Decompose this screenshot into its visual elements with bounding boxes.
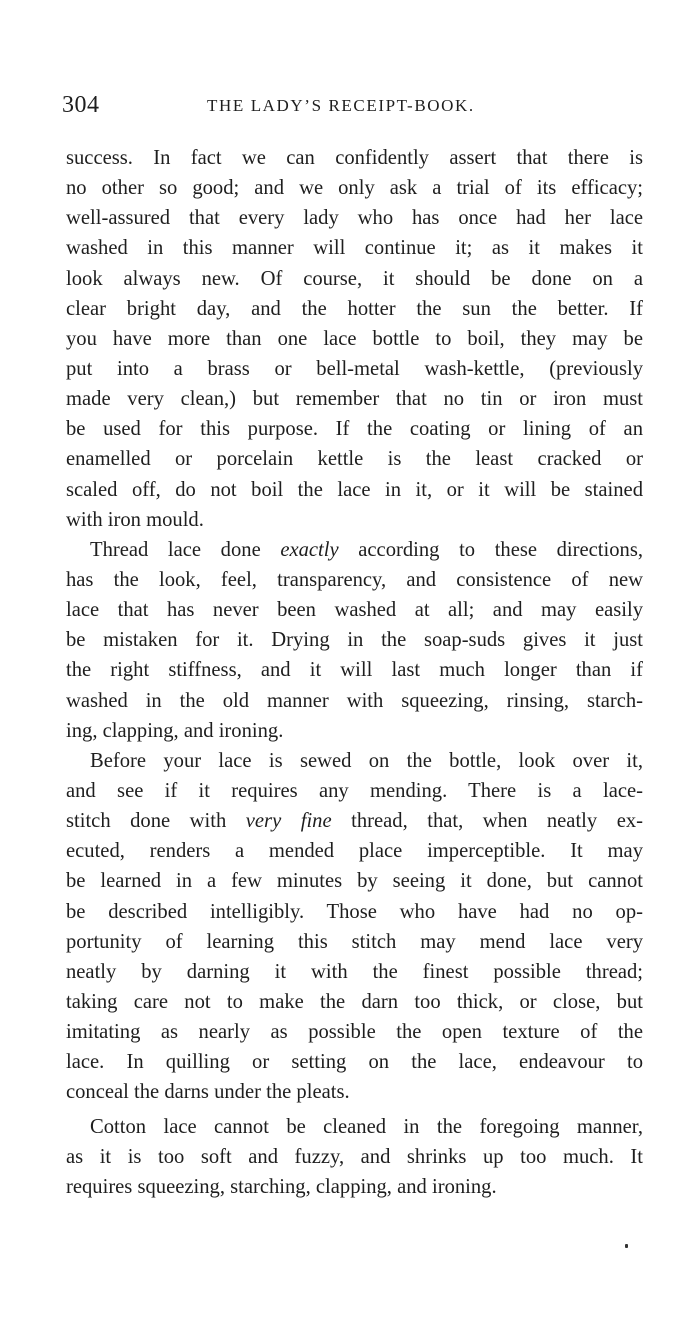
text-line: lace. In quilling or setting on the lace, endeavour to xyxy=(66,1051,643,1074)
text-line: washed in the old manner with squeezing, rinsing, starch- xyxy=(66,689,643,712)
text-line: no other so good; and we only ask a trial of its efficacy; xyxy=(66,177,643,200)
text-line: with iron mould. xyxy=(66,508,204,531)
text-line: be described intelligibly. Those who have had no op- xyxy=(66,900,643,923)
text-line: be learned in a few minutes by seeing it done, but cannot xyxy=(66,870,643,893)
text-segment: thread, that, when neatly ex- xyxy=(331,810,643,833)
text-line: success. In fact we can confidently assert that there is xyxy=(66,147,643,169)
text-line: be mistaken for it. Drying in the soap-suds gives it just xyxy=(66,629,643,652)
text-line: put into a brass or bell-metal wash-kettle, (previously xyxy=(66,357,643,380)
text-line: enamelled or porcelain kettle is the least cracked or xyxy=(66,448,643,471)
text-line: look always new. Of course, it should be done on a xyxy=(66,267,643,290)
text-line: ing, clapping, and ironing. xyxy=(66,719,284,742)
text-line: has the look, feel, transparency, and consistence of new xyxy=(66,568,643,591)
text-line: well-assured that every lady who has once had her lace xyxy=(66,207,643,230)
text-line: imitating as nearly as possible the open texture of the xyxy=(66,1021,643,1044)
italic-emphasis: very fine xyxy=(245,810,332,833)
page-number: 304 xyxy=(62,92,100,118)
text-line: the right stiffness, and it will last much longer than if xyxy=(66,659,643,682)
text-segment: according to these directions, xyxy=(338,538,643,561)
text-segment: Thread lace done xyxy=(90,538,281,561)
text-line: Before your lace is sewed on the bottle, look over it, xyxy=(90,749,643,772)
text-line: be used for this purpose. If the coating or lining of an xyxy=(66,418,643,441)
text-line: you have more than one lace bottle to boil, they may be xyxy=(66,327,643,350)
text-line: as it is too soft and fuzzy, and shrinks up too much. It xyxy=(66,1145,643,1168)
text-line: washed in this manner will continue it; as it makes it xyxy=(66,237,643,260)
stray-ink-mark xyxy=(625,1244,628,1248)
text-line: neatly by darning it with the finest possible thread; xyxy=(66,960,643,983)
text-line: lace that has never been washed at all; and may easily xyxy=(66,599,643,622)
text-segment: stitch done with xyxy=(66,810,246,833)
text-line: requires squeezing, starching, clapping, and ironing. xyxy=(66,1175,497,1198)
text-line: portunity of learning this stitch may mend lace very xyxy=(66,930,643,953)
text-line: clear bright day, and the hotter the sun the better. If xyxy=(66,297,643,320)
italic-emphasis: exactly xyxy=(280,538,339,561)
text-line: conceal the darns under the pleats. xyxy=(66,1081,350,1104)
text-line xyxy=(66,535,643,565)
text-line xyxy=(66,806,643,836)
text-line: made very clean,) but remember that no tin or iron must xyxy=(66,388,643,411)
text-line: and see if it requires any mending. There is a lace- xyxy=(66,779,643,802)
text-line: taking care not to make the darn too thick, or close, but xyxy=(66,990,643,1013)
running-title: THE LADY’S RECEIPT-BOOK. xyxy=(207,96,475,115)
text-line: scaled off, do not boil the lace in it, or it will be stained xyxy=(66,478,643,501)
text-line: Cotton lace cannot be cleaned in the foregoing manner, xyxy=(90,1115,643,1138)
text-line: ecuted, renders a mended place imperceptible. It may xyxy=(66,840,643,863)
body-text xyxy=(66,143,643,1202)
running-head xyxy=(62,92,652,122)
